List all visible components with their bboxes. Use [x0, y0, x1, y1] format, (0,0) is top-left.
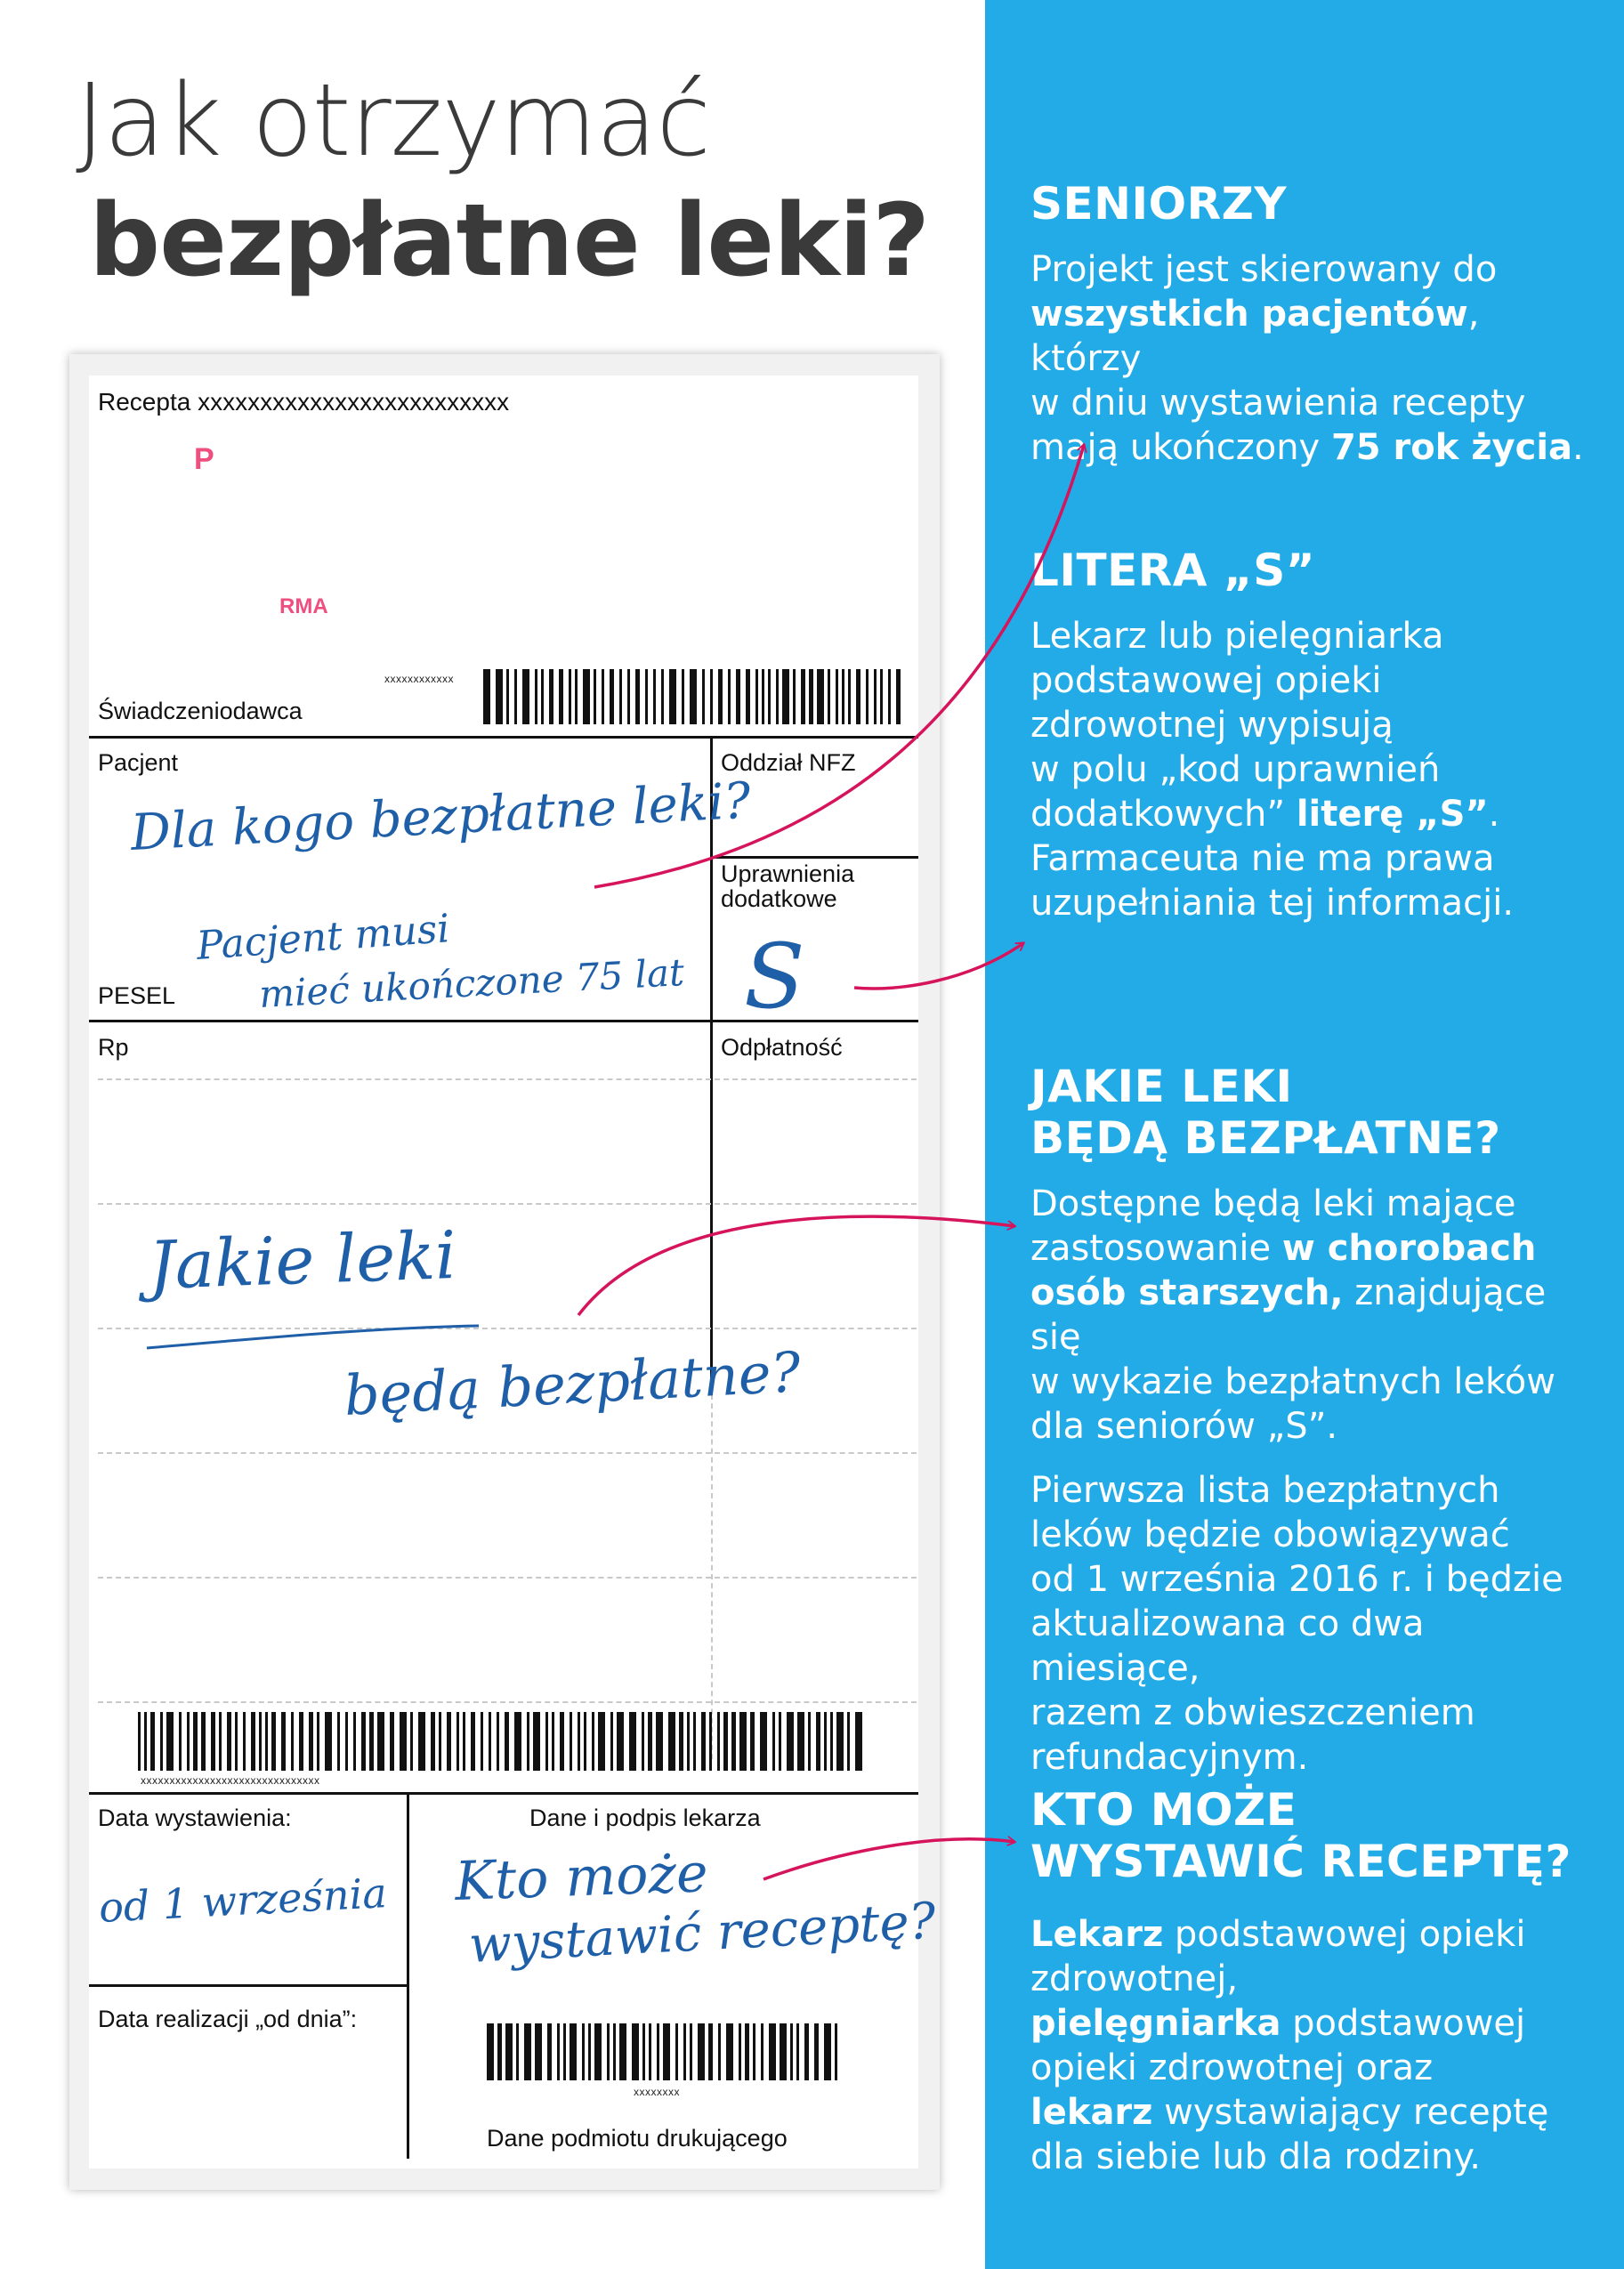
- jakie-l1: Dostępne będą leki mające: [1030, 1183, 1516, 1224]
- kto-t5: wystawiający receptę: [1152, 2092, 1549, 2133]
- handwriting-kto-2: wystawić receptę?: [467, 1892, 938, 1974]
- jakie-heading-1: JAKIE LEKI: [1030, 1061, 1293, 1112]
- litera-heading: LITERA „S”: [1030, 545, 1316, 596]
- recepta-label: Recepta xxxxxxxxxxxxxxxxxxxxxxxxx: [98, 388, 510, 416]
- barcode-top-code: xxxxxxxxxxxx: [384, 673, 454, 685]
- jakie-p2l6: refundacyjnym.: [1030, 1737, 1309, 1778]
- barcode-bottom-code: xxxxxxxx: [634, 2086, 680, 2098]
- oddzial-nfz-label: Oddział NFZ: [721, 749, 856, 776]
- logo-fragment-top: P: [194, 442, 214, 476]
- jakie-p2l5: razem z obwieszczeniem: [1030, 1692, 1475, 1733]
- dane-podpis-label: Dane i podpis lekarza: [529, 1805, 761, 1831]
- handwriting-od-wrzesnia: od 1 września: [97, 1869, 388, 1932]
- jakie-l2b: w chorobach: [1281, 1228, 1537, 1269]
- litera-l7: uzupełniania tej informacji.: [1030, 883, 1515, 924]
- handwriting-kto-1: Kto może: [454, 1842, 709, 1913]
- seniorzy-t3: w dniu wystawienia recepty: [1030, 383, 1526, 424]
- pesel-label: PESEL: [98, 982, 176, 1009]
- dane-podmiotu-label: Dane podmiotu drukującego: [487, 2125, 788, 2152]
- litera-l2: podstawowej opieki: [1030, 660, 1382, 701]
- seniorzy-t2: , którzy: [1030, 294, 1480, 379]
- litera-l6: Farmaceuta nie ma prawa: [1030, 838, 1495, 879]
- litera-l4: w polu „kod uprawnień: [1030, 749, 1441, 790]
- arrow-to-jakie: [578, 1216, 1014, 1315]
- handwriting-jakie-2: będą bezpłatne?: [342, 1339, 803, 1428]
- jakie-l3a: osób starszych,: [1030, 1272, 1344, 1313]
- barcode-main-code: xxxxxxxxxxxxxxxxxxxxxxxxxxxxxxx: [141, 1774, 320, 1787]
- jakie-p2l4: aktualizowana co dwa miesiące,: [1030, 1603, 1425, 1689]
- title-line-1: Jak otrzymać: [76, 63, 710, 179]
- kto-b2: pielęgniarka: [1030, 2003, 1281, 2044]
- kto-t3: podstawowej: [1281, 2003, 1526, 2044]
- seniorzy-b1: wszystkich pacjentów: [1030, 294, 1468, 335]
- litera-l5a: dodatkowych”: [1030, 794, 1297, 835]
- litera-l5b: literę „S”: [1296, 794, 1489, 835]
- arrow-to-litera: [854, 943, 1023, 989]
- seniorzy-b2: 75 rok życia: [1330, 427, 1573, 468]
- data-realizacji-label: Data realizacji „od dnia”:: [98, 2006, 358, 2032]
- handwriting-jakie-1: Jakie leki: [147, 1216, 457, 1304]
- handwriting-dla-kogo: Dla kogo bezpłatne leki?: [129, 771, 753, 862]
- jakie-p2l1: Pierwsza lista bezpłatnych: [1030, 1470, 1500, 1511]
- title-line-2: bezpłatne leki?: [89, 183, 930, 299]
- seniorzy-t1: Projekt jest skierowany do: [1030, 249, 1498, 290]
- data-wystawienia-label: Data wystawienia:: [98, 1805, 292, 1831]
- litera-l1: Lekarz lub pielęgniarka: [1030, 616, 1444, 657]
- kto-t6: dla siebie lub dla rodziny.: [1030, 2136, 1481, 2177]
- seniorzy-t5: .: [1572, 427, 1584, 468]
- kto-t4: opieki zdrowotnej oraz: [1030, 2047, 1434, 2088]
- jakie-p2l3: od 1 września 2016 r. i będzie: [1030, 1559, 1563, 1600]
- jakie-l2a: zastosowanie: [1030, 1228, 1282, 1269]
- pacjent-label: Pacjent: [98, 749, 179, 776]
- jakie-l3b: znajdujące się: [1030, 1272, 1547, 1358]
- logo-fragment-bottom: RMA: [279, 594, 328, 618]
- handwriting-letter-s: S: [744, 925, 805, 1029]
- odplatnosc-label: Odpłatność: [721, 1034, 843, 1061]
- kto-b1: Lekarz: [1030, 1914, 1164, 1955]
- kto-heading-2: WYSTAWIĆ RECEPTĘ?: [1030, 1836, 1571, 1887]
- handwriting-pacjent-2: mieć ukończone 75 lat: [257, 950, 686, 1016]
- seniorzy-t4: mają ukończony: [1030, 427, 1331, 468]
- uprawnienia-line-1: Uprawnienia: [721, 860, 855, 887]
- litera-l5c: .: [1488, 794, 1500, 835]
- jakie-heading-2: BĘDĄ BEZPŁATNE?: [1030, 1112, 1501, 1164]
- kto-heading-1: KTO MOŻE: [1030, 1784, 1297, 1836]
- kto-t1: podstawowej opieki: [1163, 1914, 1526, 1955]
- swiadczeniodawca-label: Świadczeniodawca: [98, 698, 303, 724]
- handwriting-pacjent-1: Pacjent musi: [195, 906, 451, 969]
- kto-t2: zdrowotnej,: [1030, 1958, 1239, 1999]
- jakie-p2l2: leków będzie obowiązywać: [1030, 1514, 1510, 1555]
- uprawnienia-line-2: dodatkowe: [721, 885, 837, 912]
- arrow-to-kto: [764, 1839, 1014, 1879]
- jakie-l5: dla seniorów „S”.: [1030, 1406, 1338, 1447]
- jakie-l4: w wykazie bezpłatnych leków: [1030, 1361, 1555, 1402]
- handwriting-underline: [147, 1326, 479, 1348]
- rp-label: Rp: [98, 1034, 129, 1061]
- litera-l3: zdrowotnej wypisują: [1030, 705, 1394, 746]
- kto-b3: lekarz: [1030, 2092, 1153, 2133]
- seniorzy-heading: SENIORZY: [1030, 178, 1288, 230]
